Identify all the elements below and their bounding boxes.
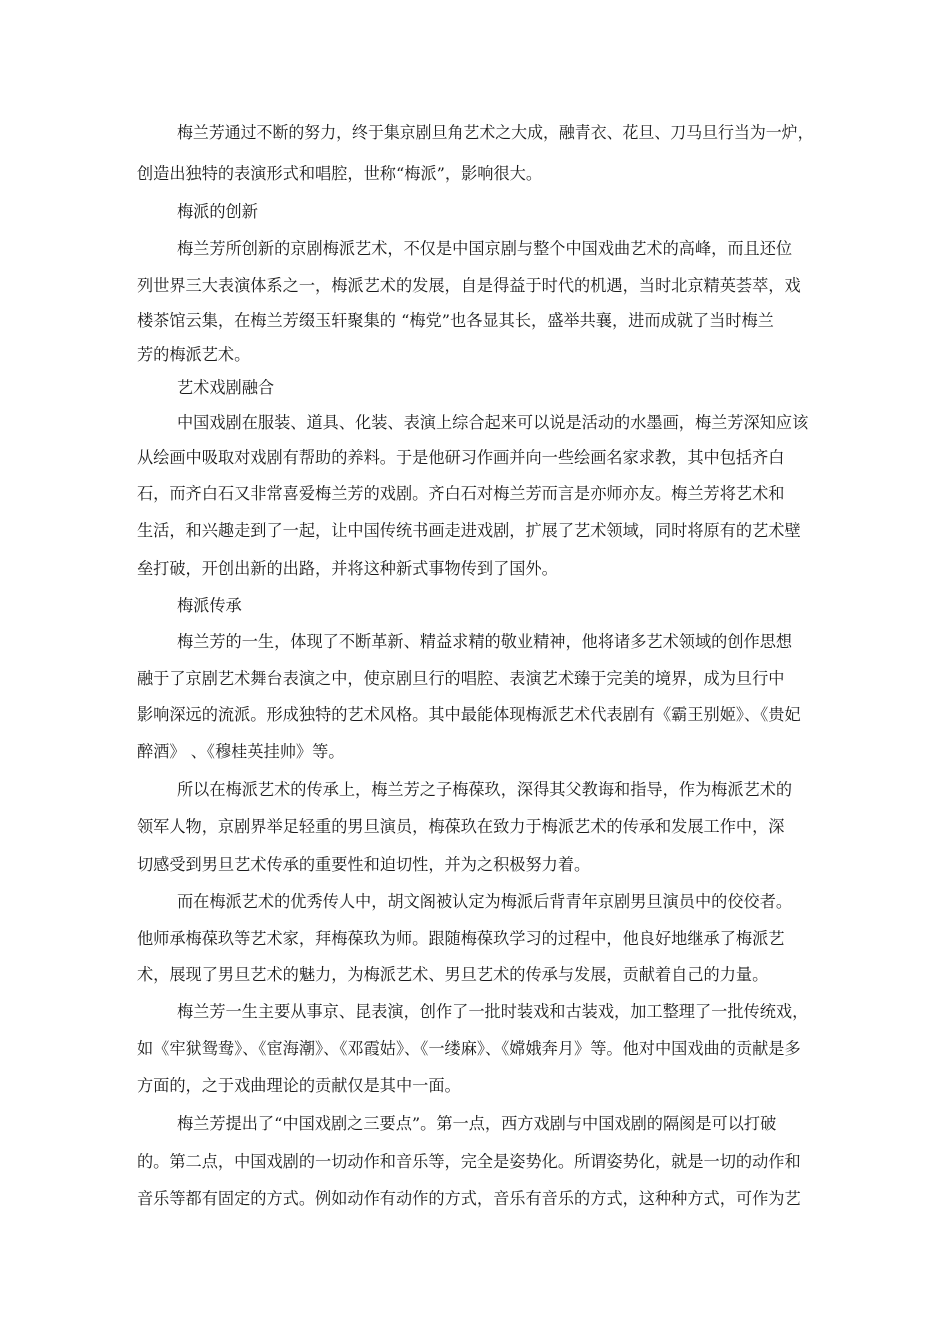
paragraph-3-line-3: 石，而齐白石又非常喜爱梅兰芳的戏剧。齐白石对梅兰芳而言是亦师亦友。梅兰芳将艺术和 [137,484,785,503]
paragraph-4-line-1: 梅兰芳的一生，体现了不断革新、精益求精的敬业精神，他将诸多艺术领域的创作思想 [177,632,793,651]
section-heading-innovation: 梅派的创新 [177,202,258,221]
paragraph-4-line-2: 融于了京剧艺术舞台表演之中，使京剧旦行的唱腔、表演艺术臻于完美的境界，成为旦行中 [137,669,785,688]
section-heading-fusion: 艺术戏剧融合 [177,378,275,397]
section-heading-inheritance: 梅派传承 [177,596,242,615]
paragraph-1-line-1: 梅兰芳通过不断的努力，终于集京剧旦角艺术之大成，融青衣、花旦、刀马旦行当为一炉， [177,123,814,142]
paragraph-5-line-2: 领军人物，京剧界举足轻重的男旦演员，梅葆玖在致力于梅派艺术的传承和发展工作中，深 [137,817,785,836]
paragraph-3-line-1: 中国戏剧在服装、道具、化装、表演上综合起来可以说是活动的水墨画，梅兰芳深知应该 [177,413,809,432]
paragraph-2-line-3: 楼茶馆云集，在梅兰芳缀玉轩聚集的 “梅党”也各显其长，盛举共襄，进而成就了当时梅兰 [137,311,774,330]
paragraph-3-line-5: 垒打破，开创出新的出路，并将这种新式事物传到了国外。 [137,559,558,578]
paragraph-3-line-4: 生活，和兴趣走到了一起，让中国传统书画走进戏剧，扩展了艺术领域，同时将原有的艺术壁 [137,521,801,540]
paragraph-8-line-1: 梅兰芳提出了“中国戏剧之三要点”。第一点，西方戏剧与中国戏剧的隔阂是可以打破 [177,1114,777,1133]
paragraph-6-line-1: 而在梅派艺术的优秀传人中，胡文阁被认定为梅派后背青年京剧男旦演员中的佼佼者。 [177,892,793,911]
paragraph-7-line-3: 方面的，之于戏曲理论的贡献仅是其中一面。 [137,1076,461,1095]
paragraph-2-line-1: 梅兰芳所创新的京剧梅派艺术，不仅是中国京剧与整个中国戏曲艺术的高峰，而且还位 [177,239,793,258]
paragraph-8-line-3: 音乐等都有固定的方式。例如动作有动作的方式，音乐有音乐的方式，这种种方式，可作为艺 [137,1189,801,1208]
paragraph-7-line-2: 如《牢狱鸳鸯》、《宦海潮》、《邓霞姑》、《一缕麻》、《嫦娥奔月》等。他对中国戏曲的贡献是多 [137,1039,801,1058]
paragraph-7-line-1: 梅兰芳一生主要从事京、昆表演，创作了一批时装戏和古装戏，加工整理了一批传统戏， [177,1002,809,1021]
paragraph-5-line-1: 所以在梅派艺术的传承上，梅兰芳之子梅葆玖，深得其父教诲和指导，作为梅派艺术的 [177,780,793,799]
paragraph-1-line-2: 创造出独特的表演形式和唱腔，世称“梅派”，影响很大。 [137,164,543,183]
paragraph-3-line-2: 从绘画中吸取对戏剧有帮助的养料。于是他研习作画并向一些绘画名家求教，其中包括齐白 [137,448,785,467]
paragraph-8-line-2: 的。第二点，中国戏剧的一切动作和音乐等，完全是姿势化。所谓姿势化，就是一切的动作和 [137,1152,801,1171]
paragraph-6-line-2: 他师承梅葆玖等艺术家，拜梅葆玖为师。跟随梅葆玖学习的过程中，他良好地继承了梅派艺 [137,929,785,948]
paragraph-4-line-4: 醉酒》 、《穆桂英挂帅》等。 [137,742,345,761]
paragraph-6-line-3: 术，展现了男旦艺术的魅力，为梅派艺术、男旦艺术的传承与发展，贡献着自己的力量。 [137,965,769,984]
paragraph-2-line-2: 列世界三大表演体系之一，梅派艺术的发展，自是得益于时代的机遇，当时北京精英荟萃，戏 [137,276,801,295]
paragraph-5-line-3: 切感受到男旦艺术传承的重要性和迫切性，并为之积极努力着。 [137,855,591,874]
paragraph-4-line-3: 影响深远的流派。形成独特的艺术风格。其中最能体现梅派艺术代表剧有《霸王别姬》、《贵妃 [137,705,801,724]
paragraph-2-line-4: 芳的梅派艺术。 [137,345,251,364]
